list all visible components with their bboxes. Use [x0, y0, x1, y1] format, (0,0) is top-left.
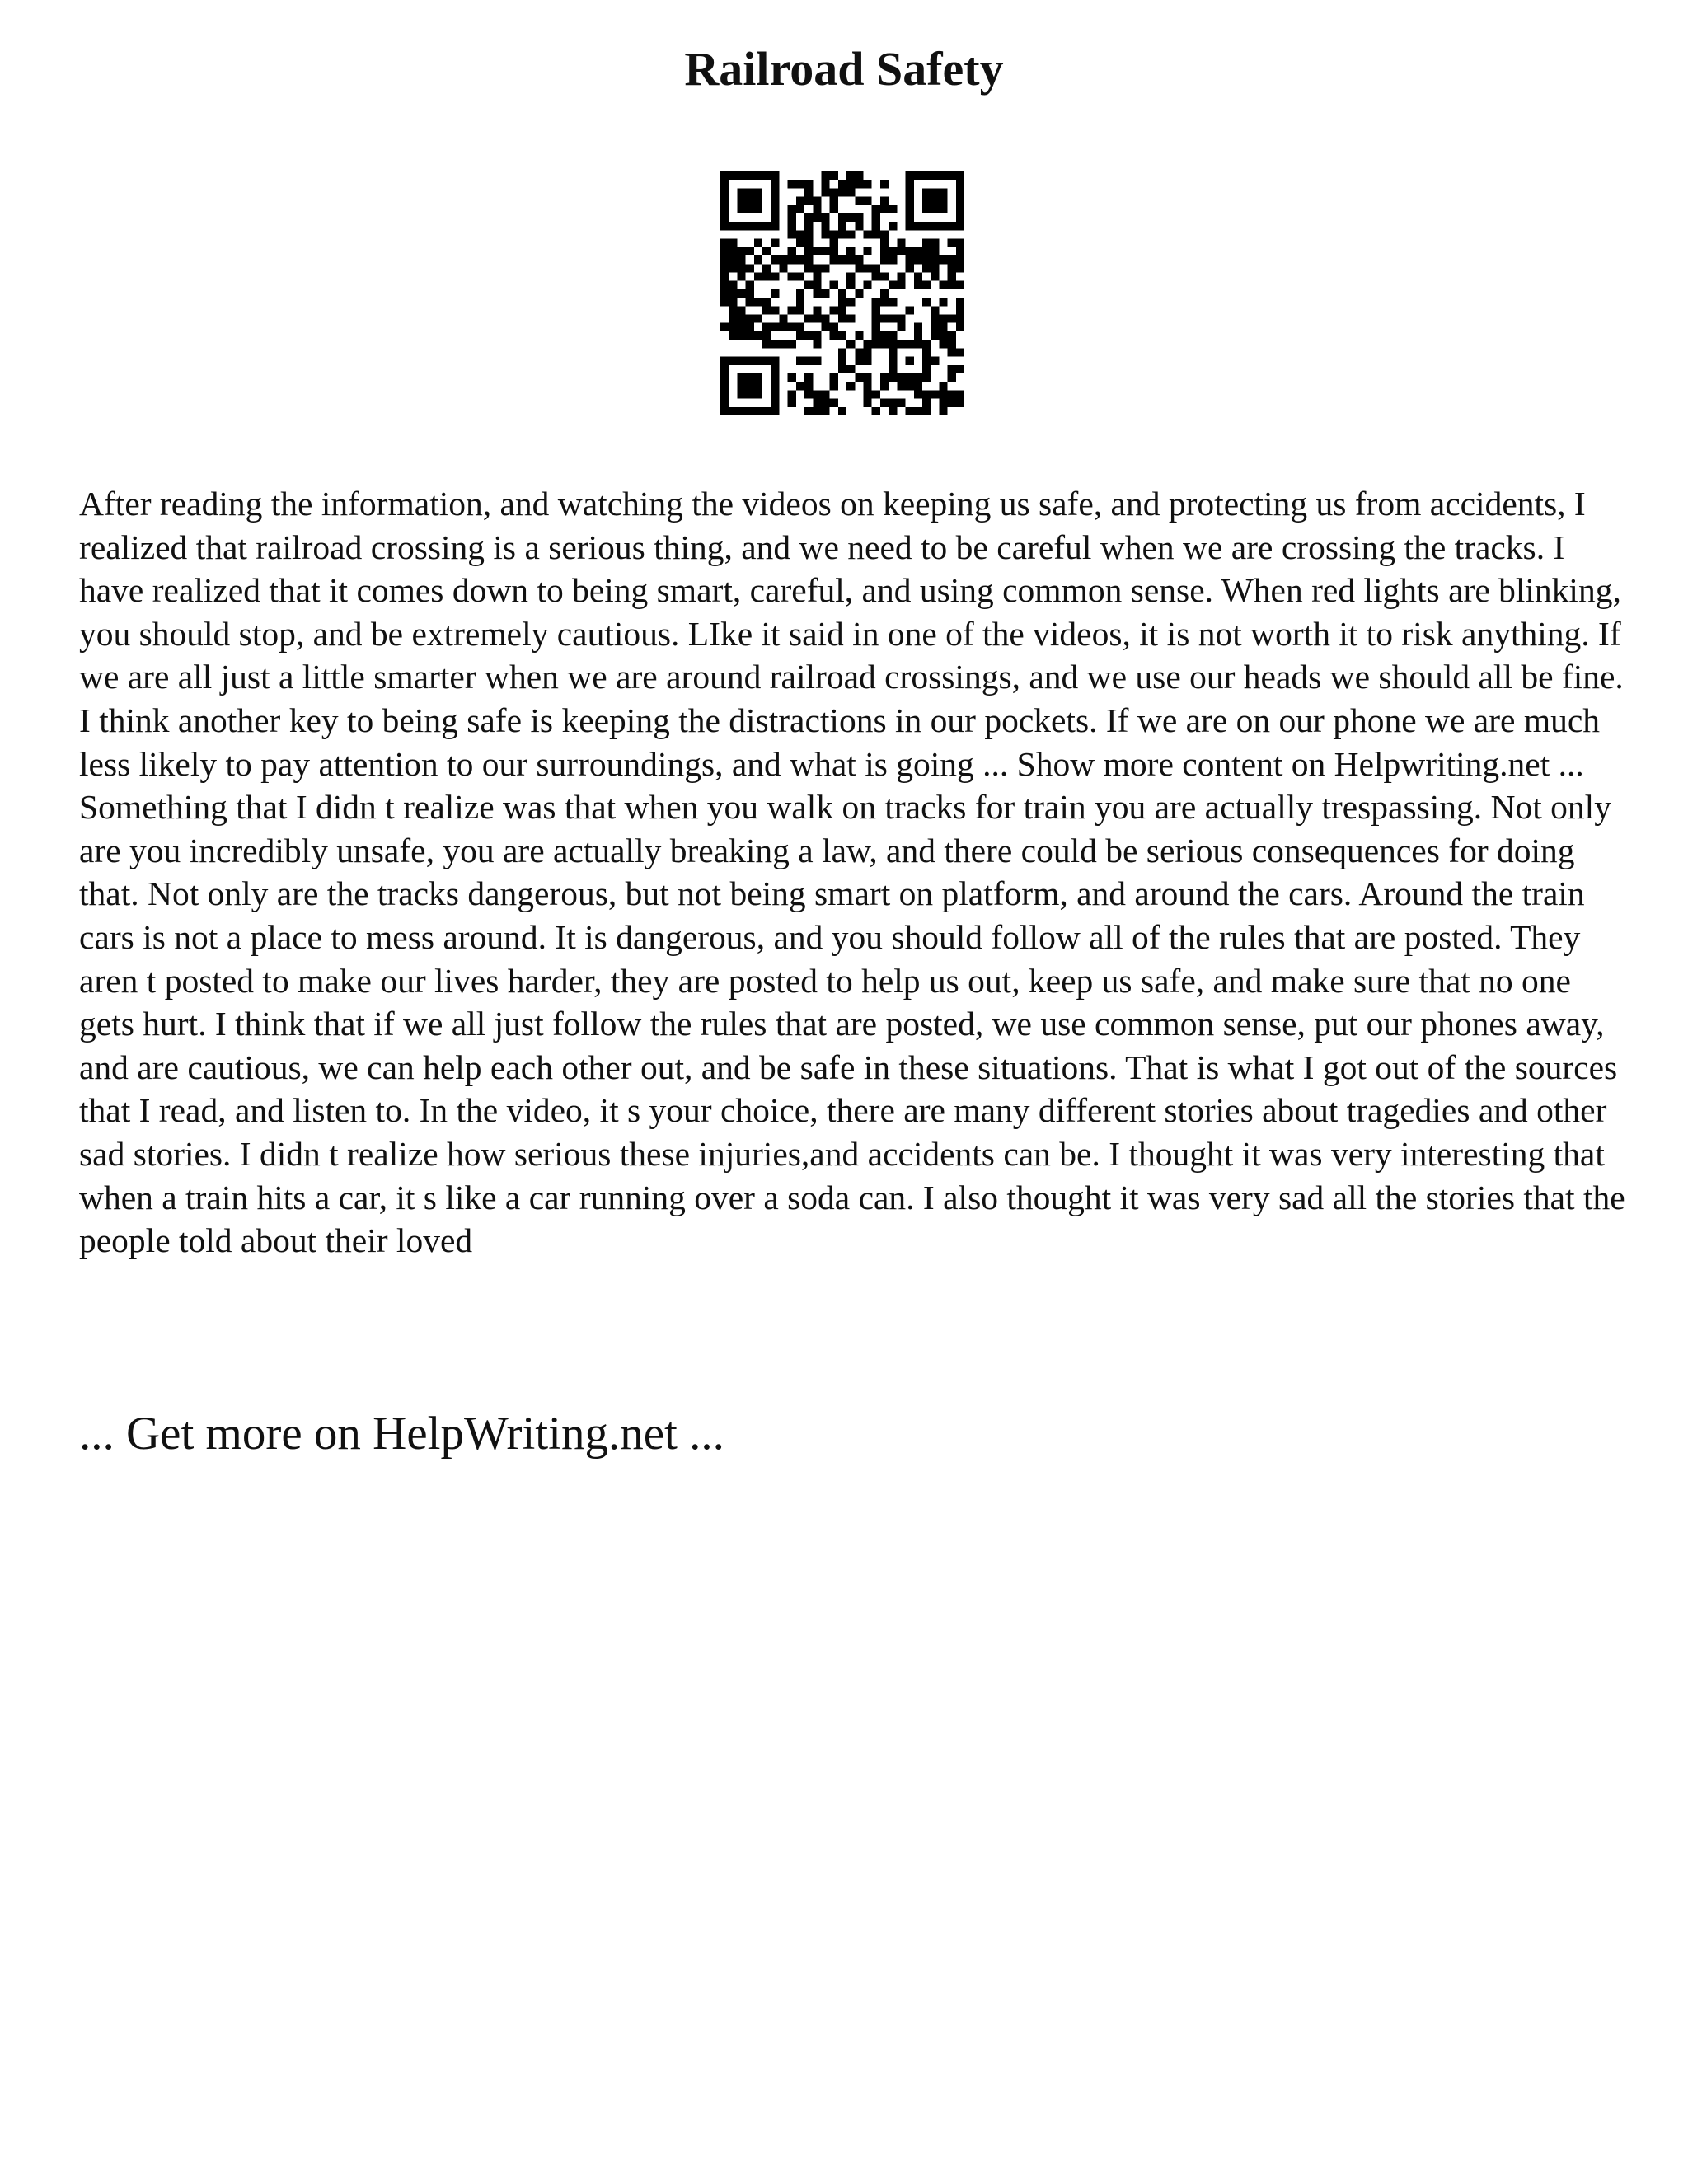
document-title: Railroad Safety: [684, 42, 1004, 96]
qr-code-graphic: [720, 171, 964, 415]
paragraph-1: After reading the information, and watching the videos on keeping us safe, and protecting us from accidents, I realized that railroad crossing is a serious thing, and we need to be careful when we are crossing the tracks. I have realized that it comes down to being smart, careful, and using common sense. When red lights are blinking, you should stop, and be extremely cautious. LIke it said in one of the videos, it is not worth it to risk anything. If we are all just a little smarter when we are around railroad crossings, and we use our heads we should all be fine. I think another key to being safe is keeping the distractions in our pockets. If we are on our phone we are much less likely to pay attention to our surroundings, and what is going ... Show more content on Helpwriting.net ...: [79, 485, 1624, 783]
qr-code[interactable]: [720, 171, 964, 415]
essay-body: [79, 482, 1629, 1263]
get-more-link[interactable]: ... Get more on HelpWriting.net ...: [79, 1408, 724, 1460]
paragraph-2: Something that I didn t realize was that when you walk on tracks for train you are actually trespassing. Not only are you incredibly unsafe, you are actually breaking a law, and there could be serious consequences for doing that. Not only are the tracks dangerous, but not being smart on platform, and around the cars. Around the train cars is not a place to mess around. It is dangerous, and you should follow all of the rules that are posted. They aren t posted to make our lives harder, they are posted to help us out, keep us safe, and make sure that no one gets hurt. I think that if we all just follow the rules that are posted, we use common sense, put our phones away, and are cautious, we can help each other out, and be safe in these situations. That is what I got out of the sources that I read, and listen to. In the video, it s your choice, there are many different stories about tragedies and other sad stories. I didn t realize how serious these injuries,and accidents can be. I thought it was very interesting that when a train hits a car, it s like a car running over a soda can. I also thought it was very sad all the stories that the people told about their loved: [79, 788, 1625, 1260]
